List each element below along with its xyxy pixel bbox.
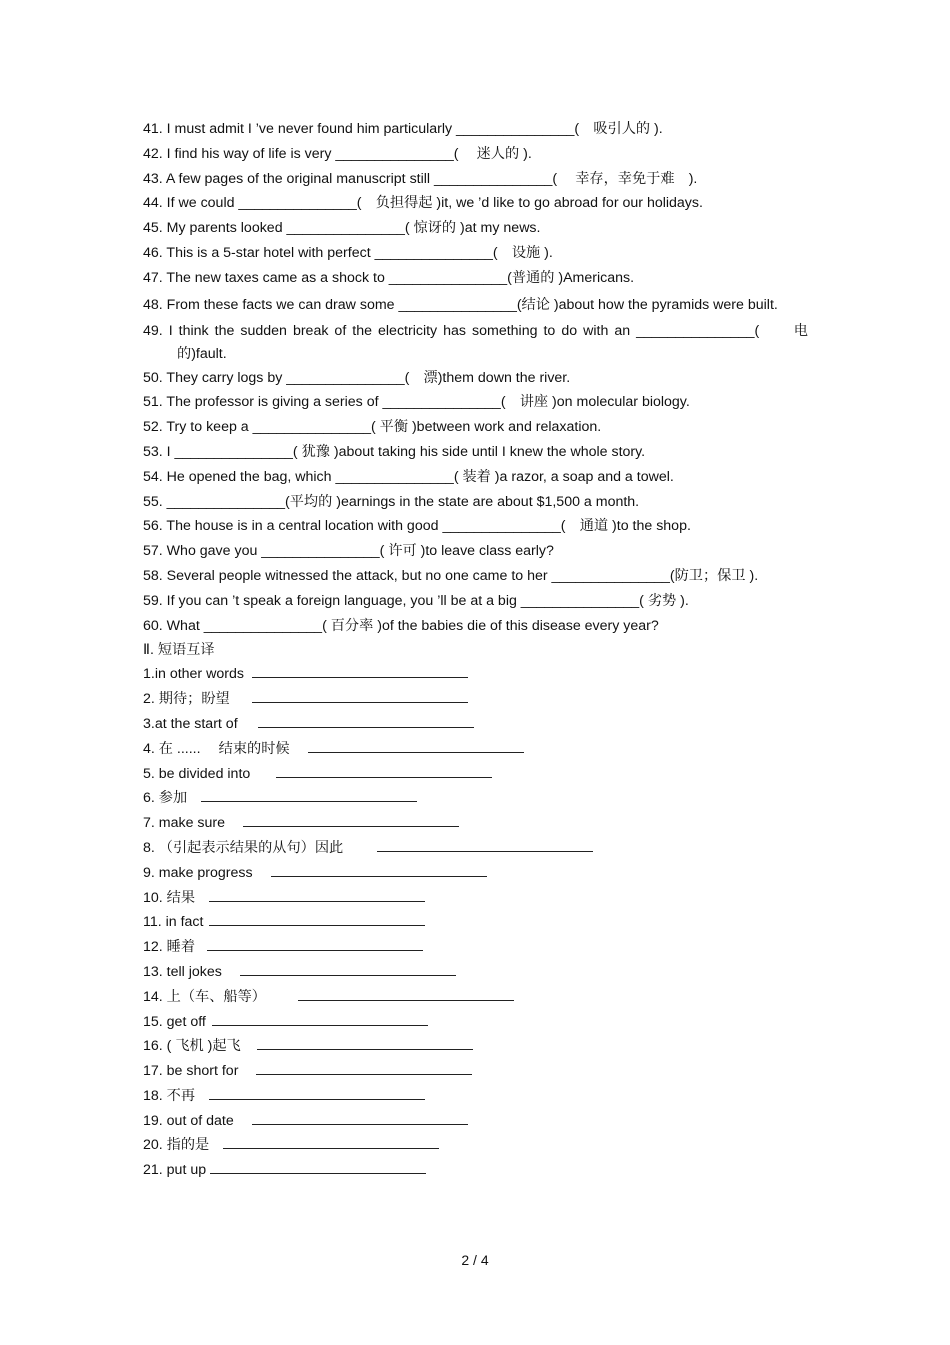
phrase-item [143, 938, 808, 956]
question-43: 43. A few pages of the original manuscript still _______________( 幸存，幸免于难 ). [143, 170, 698, 187]
phrase-text: 7. make sure [143, 815, 226, 832]
phrase-item [143, 1037, 808, 1055]
phrase-item [143, 814, 808, 832]
answer-line [209, 913, 425, 926]
phrase-item [143, 1136, 808, 1154]
phrase-item [143, 889, 808, 907]
phrase-item [143, 1062, 808, 1080]
question-44: 44. If we could _______________( 负担得起 )it, we ’d like to go abroad for our holidays. [143, 195, 703, 212]
question-57: 57. Who gave you _______________( 许可 )to leave class early? [143, 543, 554, 560]
question-60: 60. What _______________( 百分率 )of the babies die of this disease every year? [143, 617, 659, 634]
phrase-text: 11. in fact [143, 914, 204, 931]
phrase-text: 19. out of date [143, 1112, 234, 1129]
answer-line [201, 789, 417, 802]
phrase-item [143, 988, 808, 1006]
phrase-text: 2. 期待；盼望 [143, 691, 230, 708]
phrase-text: 9. make progress [143, 864, 253, 881]
worksheet-content [143, 120, 808, 1186]
phrase-text: 8. （引起表示结果的从句）因此 [143, 839, 344, 856]
phrase-item [143, 665, 808, 683]
answer-line [256, 1062, 472, 1075]
phrase-item [143, 1161, 808, 1179]
section-title: Ⅱ. 短语互译 [143, 642, 215, 659]
question-47: 47. The new taxes came as a shock to _______________(普通的 )Americans. [143, 269, 635, 286]
phrase-text: 5. be divided into [143, 765, 251, 782]
answer-line [252, 665, 468, 678]
phrase-item [143, 864, 808, 882]
answer-line [252, 690, 468, 703]
question-48: 48. From these facts we can draw some _______________(结论 )about how the pyramids were built. [143, 296, 778, 313]
question-51: 51. The professor is giving a series of _______________( 讲座 )on molecular biology. [143, 394, 690, 411]
phrase-item [143, 839, 808, 857]
phrase-text: 13. tell jokes [143, 963, 222, 980]
phrase-text: 17. be short for [143, 1063, 239, 1080]
answer-line [271, 864, 487, 877]
phrase-item [143, 690, 808, 708]
answer-line [252, 1112, 468, 1125]
answer-line [212, 1013, 428, 1026]
answer-line [207, 938, 423, 951]
phrase-text: 4. 在 ...... 结束的时候 [143, 740, 290, 757]
phrase-item [143, 1112, 808, 1130]
question-52: 52. Try to keep a _______________( 平衡 )between work and relaxation. [143, 419, 602, 436]
phrase-text: 16. ( 飞机 )起飞 [143, 1038, 241, 1055]
question-45: 45. My parents looked _______________( 惊讶的 )at my news. [143, 220, 541, 237]
phrase-item [143, 765, 808, 783]
answer-line [308, 740, 524, 753]
answer-line [240, 963, 456, 976]
phrase-text: 3.at the start of [143, 715, 238, 732]
phrase-text: 1.in other words [143, 666, 244, 683]
question-56: 56. The house is in a central location with good _______________( 通道 )to the shop. [143, 518, 691, 535]
answer-line [377, 839, 593, 852]
question-50: 50. They carry logs by _______________( 漂)them down the river. [143, 369, 571, 386]
question-41: 41. I must admit I ’ve never found him particularly _______________( 吸引人的 ). [143, 121, 663, 137]
phrase-item [143, 1087, 808, 1105]
answer-line [210, 1161, 426, 1174]
question-54: 54. He opened the bag, which _______________( 装着 )a razor, a soap and a towel. [143, 468, 674, 485]
phrase-item [143, 740, 808, 758]
phrase-item [143, 963, 808, 981]
answer-line [258, 715, 474, 728]
answer-line [209, 1087, 425, 1100]
phrase-text: 12. 睡着 [143, 939, 196, 956]
phrase-text: 15. get off [143, 1013, 206, 1030]
phrase-item [143, 913, 808, 931]
phrase-list [143, 665, 808, 1179]
phrase-item [143, 715, 808, 733]
phrase-text: 6. 参加 [143, 790, 188, 807]
phrase-item [143, 1013, 808, 1031]
question-46: 46. This is a 5-star hotel with perfect _______________( 设施 ). [143, 244, 553, 261]
phrase-text: 20. 指的是 [143, 1137, 210, 1154]
answer-line [298, 988, 514, 1001]
answer-line [276, 765, 492, 778]
question-53: 53. I _______________( 犹豫 )about taking his side until I knew the whole story. [143, 443, 646, 460]
answer-line [243, 814, 459, 827]
answer-line [223, 1136, 439, 1149]
phrase-text: 14. 上（车、船等） [143, 988, 266, 1005]
question-58: 58. Several people witnessed the attack, but no one came to her _______________(防卫；保卫 ). [143, 567, 759, 584]
question-list [143, 120, 808, 635]
question-55: 55. _______________(平均的 )earnings in the state are about $1,500 a month. [143, 493, 640, 510]
page-number: 2 / 4 [461, 1252, 489, 1268]
phrase-text: 18. 不再 [143, 1087, 196, 1104]
phrase-text: 10. 结果 [143, 889, 196, 906]
phrase-item [143, 789, 808, 807]
answer-line [257, 1037, 473, 1050]
phrase-text: 21. put up [143, 1162, 207, 1179]
answer-line [209, 889, 425, 902]
question-42: 42. I find his way of life is very _______________( 迷人的 ). [143, 145, 532, 162]
question-59: 59. If you can ’t speak a foreign language, you ’ll be at a big _______________( 劣势 ). [143, 592, 689, 609]
question-49: 49. I think the sudden break of the electricity has something to do with an _______________( 电的)fault. [143, 322, 808, 362]
